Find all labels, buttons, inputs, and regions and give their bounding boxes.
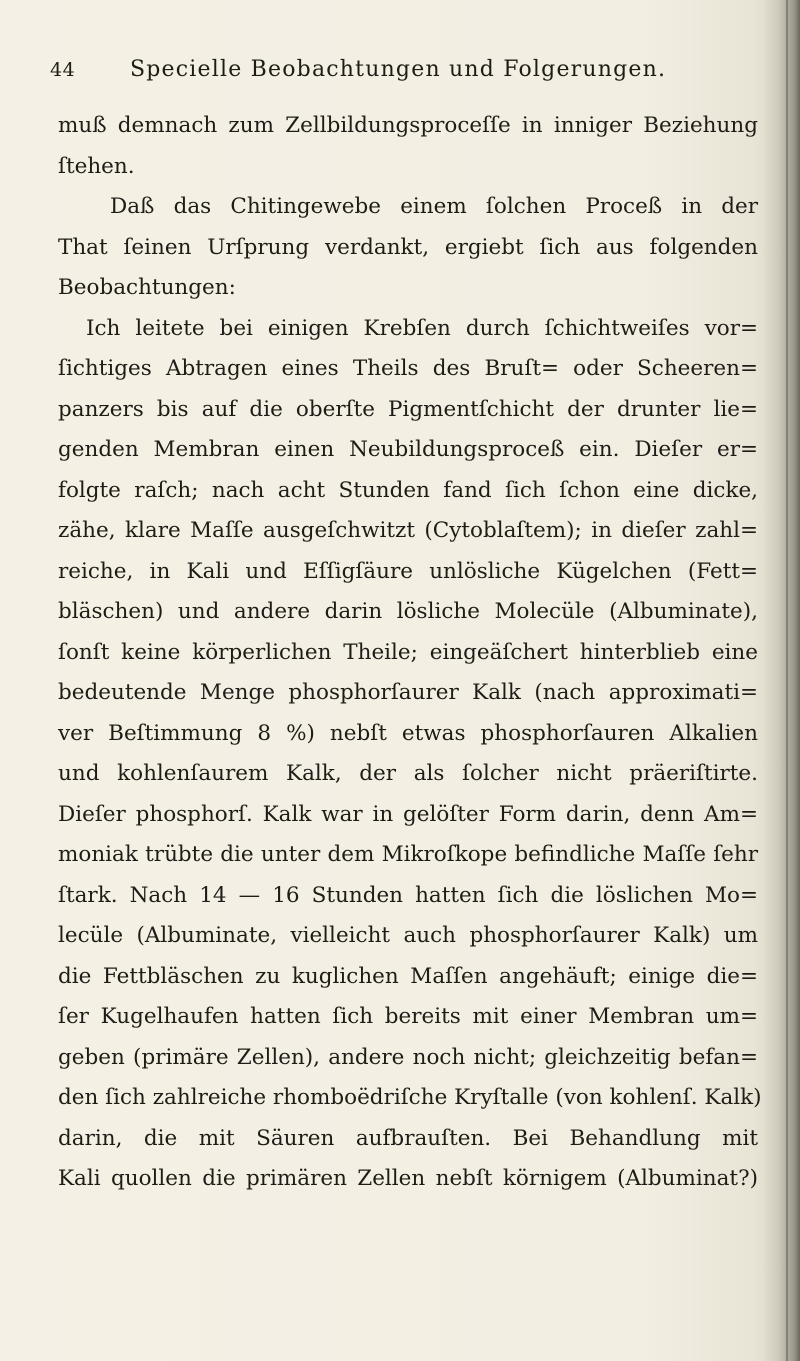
text-line: ſtehen.: [58, 153, 135, 179]
body-text: [58, 106, 762, 1200]
text-line: moniak trübte die unter dem Mikroſkope befindliche Maſſe ſehr: [58, 842, 758, 867]
text-line: den ſich zahlreiche rhomboëdriſche Kryſtalle (von kohlenſ. Kalk): [58, 1085, 762, 1110]
text-line: ſtark. Nach 14 — 16 Stunden hatten ſich die löslichen Mo=: [58, 882, 758, 908]
text-line: ſer Kugelhaufen hatten ſich bereits mit einer Membran um=: [58, 1004, 758, 1029]
text-line: Ich leitete bei einigen Krebſen durch ſchichtweiſes vor=: [86, 315, 758, 341]
text-line: bedeutende Menge phosphorſaurer Kalk (nach approximati=: [58, 680, 758, 705]
text-line: lecüle (Albuminate, vielleicht auch phosphorſaurer Kalk) um: [58, 923, 758, 948]
text-line: Dieſer phosphorſ. Kalk war in gelöſter Form darin, denn Am=: [58, 801, 758, 827]
text-line: Kali quollen die primären Zellen nebſt körnigem (Albuminat?): [58, 1166, 758, 1191]
running-head: Specielle Beobachtungen und Folgerungen.: [130, 57, 667, 82]
text-line: und kohlenſaurem Kalk, der als ſolcher nicht präeriſtirte.: [58, 761, 758, 786]
text-line: reiche, in Kali und Eſſigſäure unlösliche Kügelchen (Fett=: [58, 558, 758, 584]
text-line: That ſeinen Urſprung verdankt, ergiebt ſich aus folgenden: [58, 234, 758, 260]
text-line: muß demnach zum Zellbildungsproceſſe in inniger Beziehung: [58, 113, 758, 138]
text-line: die Fettbläschen zu kuglichen Maſſen angehäuft; einige die=: [58, 963, 758, 989]
text-line: ſonſt keine körperlichen Theile; eingeäſchert hinterblieb eine: [58, 639, 758, 665]
page-header: [50, 55, 750, 91]
text-line: darin, die mit Säuren aufbrauſten. Bei Behandlung mit: [58, 1125, 758, 1151]
text-line: bläschen) und andere darin lösliche Molecüle (Albuminate),: [58, 599, 758, 624]
page-number: 44: [50, 59, 76, 81]
text-line: panzers bis auf die oberſte Pigmentſchicht der drunter lie=: [58, 396, 758, 422]
text-line: ver Beſtimmung 8 %) nebſt etwas phosphorſauren Alkalien: [58, 720, 758, 746]
text-line: Daß das Chitingewebe einem ſolchen Proceß in der: [110, 194, 758, 219]
text-line: genden Membran einen Neubildungsproceß ein. Dieſer er=: [58, 437, 758, 462]
text-line: geben (primäre Zellen), andere noch nicht; gleichzeitig befan=: [58, 1044, 758, 1070]
text-line: folgte raſch; nach acht Stunden fand ſich ſchon eine dicke,: [58, 477, 758, 503]
text-line: Beobachtungen:: [58, 275, 236, 300]
text-line: zähe, klare Maſſe ausgeſchwitzt (Cytoblaſtem); in dieſer zahl=: [58, 518, 758, 543]
page-edge-shadow: [762, 0, 800, 1361]
text-line: ſichtiges Abtragen eines Theils des Bruſt= oder Scheeren=: [58, 356, 758, 381]
